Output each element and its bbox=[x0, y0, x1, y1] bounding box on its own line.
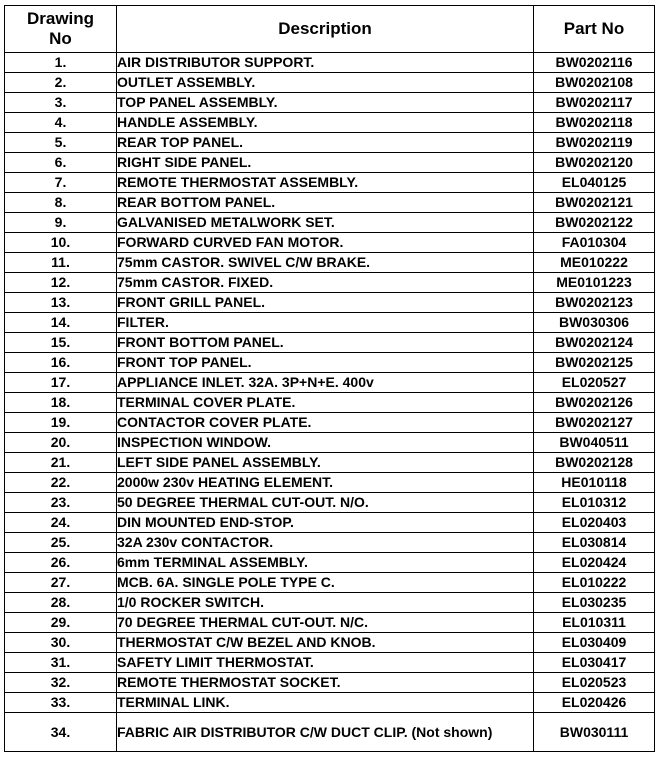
drawing-no-cell: 25. bbox=[5, 533, 117, 553]
table-row bbox=[5, 453, 655, 473]
drawing-no-cell: 32. bbox=[5, 673, 117, 693]
table-row bbox=[5, 573, 655, 593]
description-cell: CONTACTOR COVER PLATE. bbox=[117, 413, 534, 433]
drawing-no-cell: 34. bbox=[5, 713, 117, 752]
table-row bbox=[5, 93, 655, 113]
description-cell: FORWARD CURVED FAN MOTOR. bbox=[117, 233, 534, 253]
table-row bbox=[5, 153, 655, 173]
description-cell: AIR DISTRIBUTOR SUPPORT. bbox=[117, 53, 534, 73]
description-cell: 32A 230v CONTACTOR. bbox=[117, 533, 534, 553]
drawing-no-cell: 24. bbox=[5, 513, 117, 533]
part-no-cell: FA010304 bbox=[534, 233, 655, 253]
part-no-cell: BW0202117 bbox=[534, 93, 655, 113]
drawing-no-cell: 26. bbox=[5, 553, 117, 573]
part-no-cell: EL010222 bbox=[534, 573, 655, 593]
description-cell: FRONT BOTTOM PANEL. bbox=[117, 333, 534, 353]
drawing-no-cell: 2. bbox=[5, 73, 117, 93]
part-no-cell: BW0202119 bbox=[534, 133, 655, 153]
drawing-no-cell: 14. bbox=[5, 313, 117, 333]
table-row bbox=[5, 253, 655, 273]
part-no-cell: BW030111 bbox=[534, 713, 655, 752]
part-no-cell: BW0202116 bbox=[534, 53, 655, 73]
table-row bbox=[5, 553, 655, 573]
part-no-cell: EL020426 bbox=[534, 693, 655, 713]
drawing-no-cell: 17. bbox=[5, 373, 117, 393]
description-cell: GALVANISED METALWORK SET. bbox=[117, 213, 534, 233]
description-cell: RIGHT SIDE PANEL. bbox=[117, 153, 534, 173]
table-row bbox=[5, 233, 655, 253]
header-part-no: Part No bbox=[534, 6, 655, 53]
header-drawing-no-label: Drawing No bbox=[26, 9, 95, 48]
part-no-cell: BW0202127 bbox=[534, 413, 655, 433]
table-row bbox=[5, 73, 655, 93]
drawing-no-cell: 23. bbox=[5, 493, 117, 513]
part-no-cell: BW0202124 bbox=[534, 333, 655, 353]
description-cell: HANDLE ASSEMBLY. bbox=[117, 113, 534, 133]
table-row bbox=[5, 533, 655, 553]
part-no-cell: EL020424 bbox=[534, 553, 655, 573]
part-no-cell: BW0202120 bbox=[534, 153, 655, 173]
description-cell: FILTER. bbox=[117, 313, 534, 333]
part-no-cell: BW0202122 bbox=[534, 213, 655, 233]
description-cell: OUTLET ASSEMBLY. bbox=[117, 73, 534, 93]
header-drawing-no bbox=[5, 6, 117, 53]
drawing-no-cell: 16. bbox=[5, 353, 117, 373]
description-cell: 2000w 230v HEATING ELEMENT. bbox=[117, 473, 534, 493]
part-no-cell: BW0202108 bbox=[534, 73, 655, 93]
drawing-no-cell: 27. bbox=[5, 573, 117, 593]
description-cell: 75mm CASTOR. FIXED. bbox=[117, 273, 534, 293]
description-cell: FABRIC AIR DISTRIBUTOR C/W DUCT CLIP. (Not shown) bbox=[117, 713, 534, 752]
description-cell: TERMINAL COVER PLATE. bbox=[117, 393, 534, 413]
description-cell: TOP PANEL ASSEMBLY. bbox=[117, 93, 534, 113]
table-row bbox=[5, 493, 655, 513]
parts-list-table bbox=[4, 5, 655, 752]
part-no-cell: BW0202121 bbox=[534, 193, 655, 213]
table-row bbox=[5, 353, 655, 373]
drawing-no-cell: 5. bbox=[5, 133, 117, 153]
part-no-cell: EL020523 bbox=[534, 673, 655, 693]
part-no-cell: EL020403 bbox=[534, 513, 655, 533]
drawing-no-cell: 29. bbox=[5, 613, 117, 633]
drawing-no-cell: 28. bbox=[5, 593, 117, 613]
drawing-no-cell: 11. bbox=[5, 253, 117, 273]
part-no-cell: BW0202126 bbox=[534, 393, 655, 413]
table-row bbox=[5, 713, 655, 752]
table-body bbox=[5, 53, 655, 752]
description-cell: FRONT TOP PANEL. bbox=[117, 353, 534, 373]
part-no-cell: EL010312 bbox=[534, 493, 655, 513]
part-no-cell: BW040511 bbox=[534, 433, 655, 453]
drawing-no-cell: 22. bbox=[5, 473, 117, 493]
table-row bbox=[5, 333, 655, 353]
table-row bbox=[5, 173, 655, 193]
table-row bbox=[5, 593, 655, 613]
table-header-row bbox=[5, 6, 655, 53]
description-cell: REMOTE THERMOSTAT ASSEMBLY. bbox=[117, 173, 534, 193]
table-row bbox=[5, 673, 655, 693]
description-cell: INSPECTION WINDOW. bbox=[117, 433, 534, 453]
drawing-no-cell: 33. bbox=[5, 693, 117, 713]
drawing-no-cell: 1. bbox=[5, 53, 117, 73]
part-no-cell: BW0202125 bbox=[534, 353, 655, 373]
drawing-no-cell: 20. bbox=[5, 433, 117, 453]
description-cell: 50 DEGREE THERMAL CUT-OUT. N/O. bbox=[117, 493, 534, 513]
table-row bbox=[5, 113, 655, 133]
drawing-no-cell: 13. bbox=[5, 293, 117, 313]
description-cell: LEFT SIDE PANEL ASSEMBLY. bbox=[117, 453, 534, 473]
part-no-cell: EL030814 bbox=[534, 533, 655, 553]
description-cell: MCB. 6A. SINGLE POLE TYPE C. bbox=[117, 573, 534, 593]
table-row bbox=[5, 413, 655, 433]
drawing-no-cell: 10. bbox=[5, 233, 117, 253]
drawing-no-cell: 3. bbox=[5, 93, 117, 113]
description-cell: REAR BOTTOM PANEL. bbox=[117, 193, 534, 213]
table-row bbox=[5, 193, 655, 213]
drawing-no-cell: 8. bbox=[5, 193, 117, 213]
table-row bbox=[5, 273, 655, 293]
table-row bbox=[5, 473, 655, 493]
table-row bbox=[5, 693, 655, 713]
description-cell: REAR TOP PANEL. bbox=[117, 133, 534, 153]
part-no-cell: BW0202123 bbox=[534, 293, 655, 313]
table-row bbox=[5, 213, 655, 233]
description-cell: THERMOSTAT C/W BEZEL AND KNOB. bbox=[117, 633, 534, 653]
part-no-cell: ME010222 bbox=[534, 253, 655, 273]
description-cell: REMOTE THERMOSTAT SOCKET. bbox=[117, 673, 534, 693]
table-row bbox=[5, 613, 655, 633]
drawing-no-cell: 31. bbox=[5, 653, 117, 673]
table-row bbox=[5, 433, 655, 453]
part-no-cell: ME0101223 bbox=[534, 273, 655, 293]
drawing-no-cell: 12. bbox=[5, 273, 117, 293]
table-row bbox=[5, 313, 655, 333]
table-row bbox=[5, 133, 655, 153]
description-cell: 75mm CASTOR. SWIVEL C/W BRAKE. bbox=[117, 253, 534, 273]
drawing-no-cell: 18. bbox=[5, 393, 117, 413]
table-row bbox=[5, 373, 655, 393]
part-no-cell: HE010118 bbox=[534, 473, 655, 493]
description-cell: 6mm TERMINAL ASSEMBLY. bbox=[117, 553, 534, 573]
description-cell: APPLIANCE INLET. 32A. 3P+N+E. 400v bbox=[117, 373, 534, 393]
drawing-no-cell: 4. bbox=[5, 113, 117, 133]
part-no-cell: EL030409 bbox=[534, 633, 655, 653]
drawing-no-cell: 15. bbox=[5, 333, 117, 353]
table-row bbox=[5, 393, 655, 413]
description-cell: TERMINAL LINK. bbox=[117, 693, 534, 713]
part-no-cell: BW0202118 bbox=[534, 113, 655, 133]
drawing-no-cell: 9. bbox=[5, 213, 117, 233]
part-no-cell: EL030235 bbox=[534, 593, 655, 613]
part-no-cell: EL030417 bbox=[534, 653, 655, 673]
table-row bbox=[5, 293, 655, 313]
table-row bbox=[5, 633, 655, 653]
part-no-cell: BW0202128 bbox=[534, 453, 655, 473]
table-row bbox=[5, 53, 655, 73]
part-no-cell: EL040125 bbox=[534, 173, 655, 193]
drawing-no-cell: 7. bbox=[5, 173, 117, 193]
table-row bbox=[5, 653, 655, 673]
drawing-no-cell: 30. bbox=[5, 633, 117, 653]
drawing-no-cell: 6. bbox=[5, 153, 117, 173]
drawing-no-cell: 21. bbox=[5, 453, 117, 473]
drawing-no-cell: 19. bbox=[5, 413, 117, 433]
part-no-cell: EL010311 bbox=[534, 613, 655, 633]
table-row bbox=[5, 513, 655, 533]
description-cell: FRONT GRILL PANEL. bbox=[117, 293, 534, 313]
header-description: Description bbox=[117, 6, 534, 53]
part-no-cell: BW030306 bbox=[534, 313, 655, 333]
description-cell: SAFETY LIMIT THERMOSTAT. bbox=[117, 653, 534, 673]
description-cell: 70 DEGREE THERMAL CUT-OUT. N/C. bbox=[117, 613, 534, 633]
description-cell: 1/0 ROCKER SWITCH. bbox=[117, 593, 534, 613]
part-no-cell: EL020527 bbox=[534, 373, 655, 393]
description-cell: DIN MOUNTED END-STOP. bbox=[117, 513, 534, 533]
